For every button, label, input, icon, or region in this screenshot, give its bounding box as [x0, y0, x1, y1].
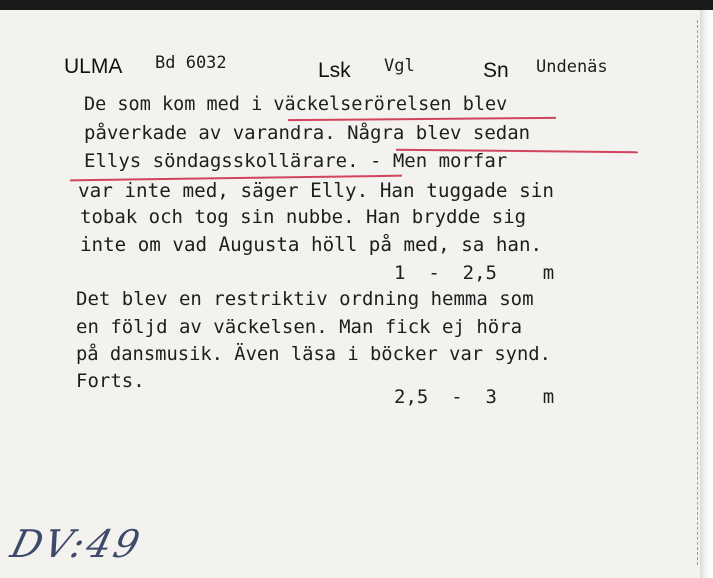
body-line-9: på dansmusik. Även läsa i böcker var synd. [76, 344, 551, 365]
measure-range-2: 2,5 - 3 m [394, 386, 555, 408]
lsk-value: Vgl [384, 56, 415, 76]
perforation-line [697, 20, 698, 565]
sn-value: Undenäs [536, 57, 608, 77]
body-line-4: var inte med, säger Elly. Han tuggade sin [78, 179, 554, 202]
archive-name: ULMA [64, 55, 123, 78]
body-line-10: Forts. [76, 370, 145, 392]
body-line-3: Ellys söndagsskollärare. - Men morfar [84, 150, 508, 172]
body-line-7: Det blev en restriktiv ordning hemma som [76, 288, 534, 310]
body-line-5: tobak och tog sin nubbe. Han brydde sig [80, 206, 527, 228]
volume-number: Bd 6032 [155, 53, 227, 73]
body-line-8: en följd av väckelsen. Man fick ej höra [76, 316, 523, 338]
card-edge [700, 10, 713, 578]
body-line-2: påverkade av varandra. Några blev sedan [84, 122, 531, 144]
handwritten-note: DV:49 [6, 522, 148, 566]
sn-label: Sn [483, 59, 509, 82]
lsk-label: Lsk [318, 59, 351, 82]
measure-range-1: 1 - 2,5 m [394, 262, 555, 284]
body-line-6: inte om vad Augusta höll på med, sa han. [80, 233, 543, 256]
body-line-1: De som kom med i väckelserörelsen blev [84, 94, 508, 115]
